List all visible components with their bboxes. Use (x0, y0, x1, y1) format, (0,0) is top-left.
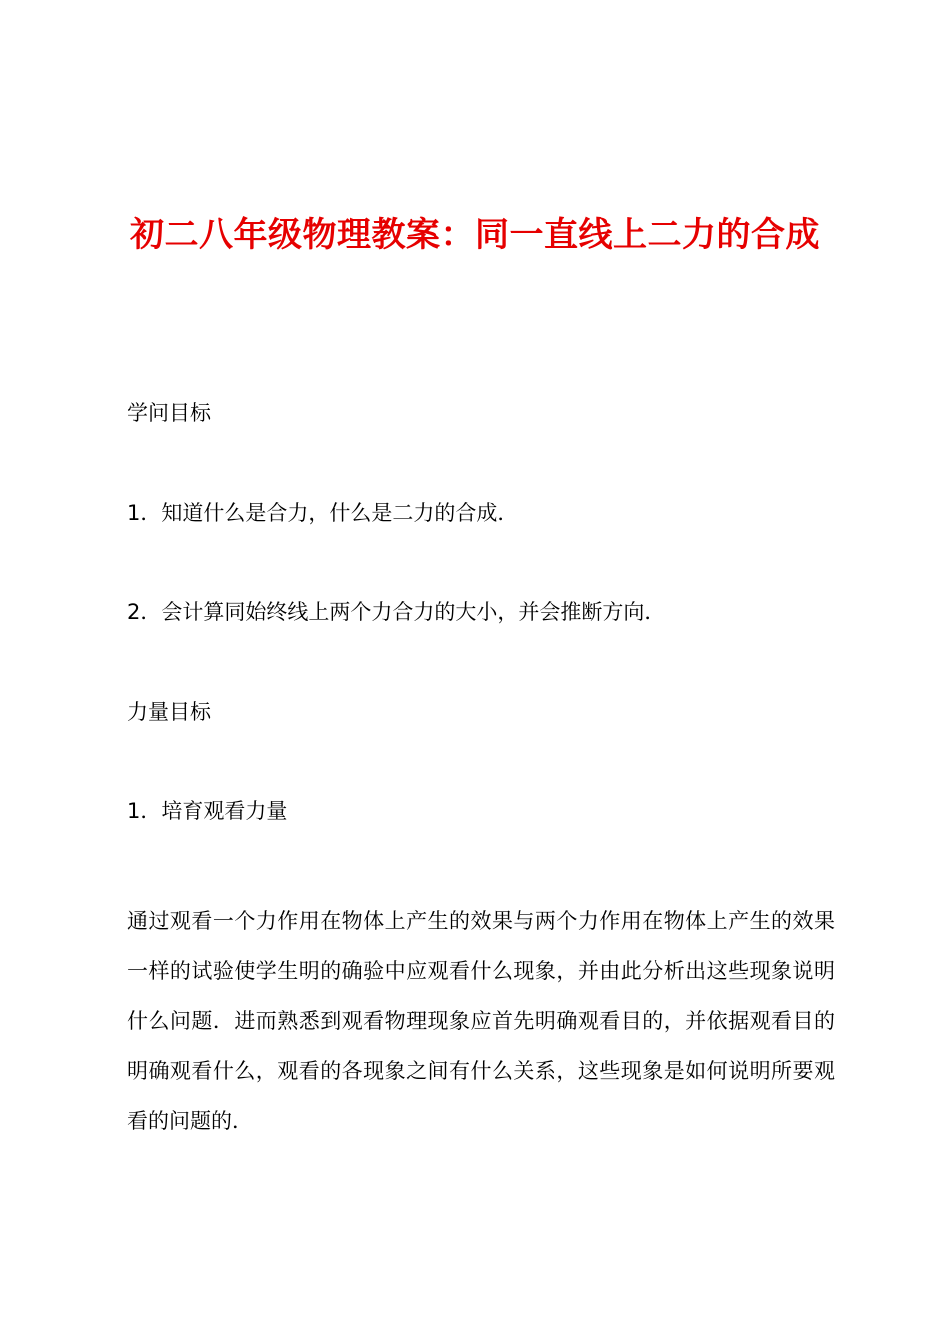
document-title: 初二八年级物理教案：同一直线上二力的合成 (130, 215, 820, 255)
body-paragraph: 通过观看一个力作用在物体上产生的效果与两个力作用在物体上产生的效果一样的试验使学生明的确验中应观看什么现象，并由此分析出这些现象说明什么问题．进而熟悉到观看物理现象应首先明确观看目的，并依据观看目的明确观看什么，观看的各现象之间有什么关系，这些现象是如何说明所要观看的问题的． (127, 909, 835, 1133)
knowledge-goal-item-2: 2．会计算同始终线上两个力合力的大小，并会推断方向． (127, 600, 666, 624)
heading-knowledge-goals: 学问目标 (127, 401, 211, 425)
knowledge-goal-item-1: 1．知道什么是合力，什么是二力的合成． (127, 501, 519, 525)
ability-goal-item-1: 1．培育观看力量 (127, 799, 288, 823)
heading-ability-goals: 力量目标 (127, 700, 211, 724)
